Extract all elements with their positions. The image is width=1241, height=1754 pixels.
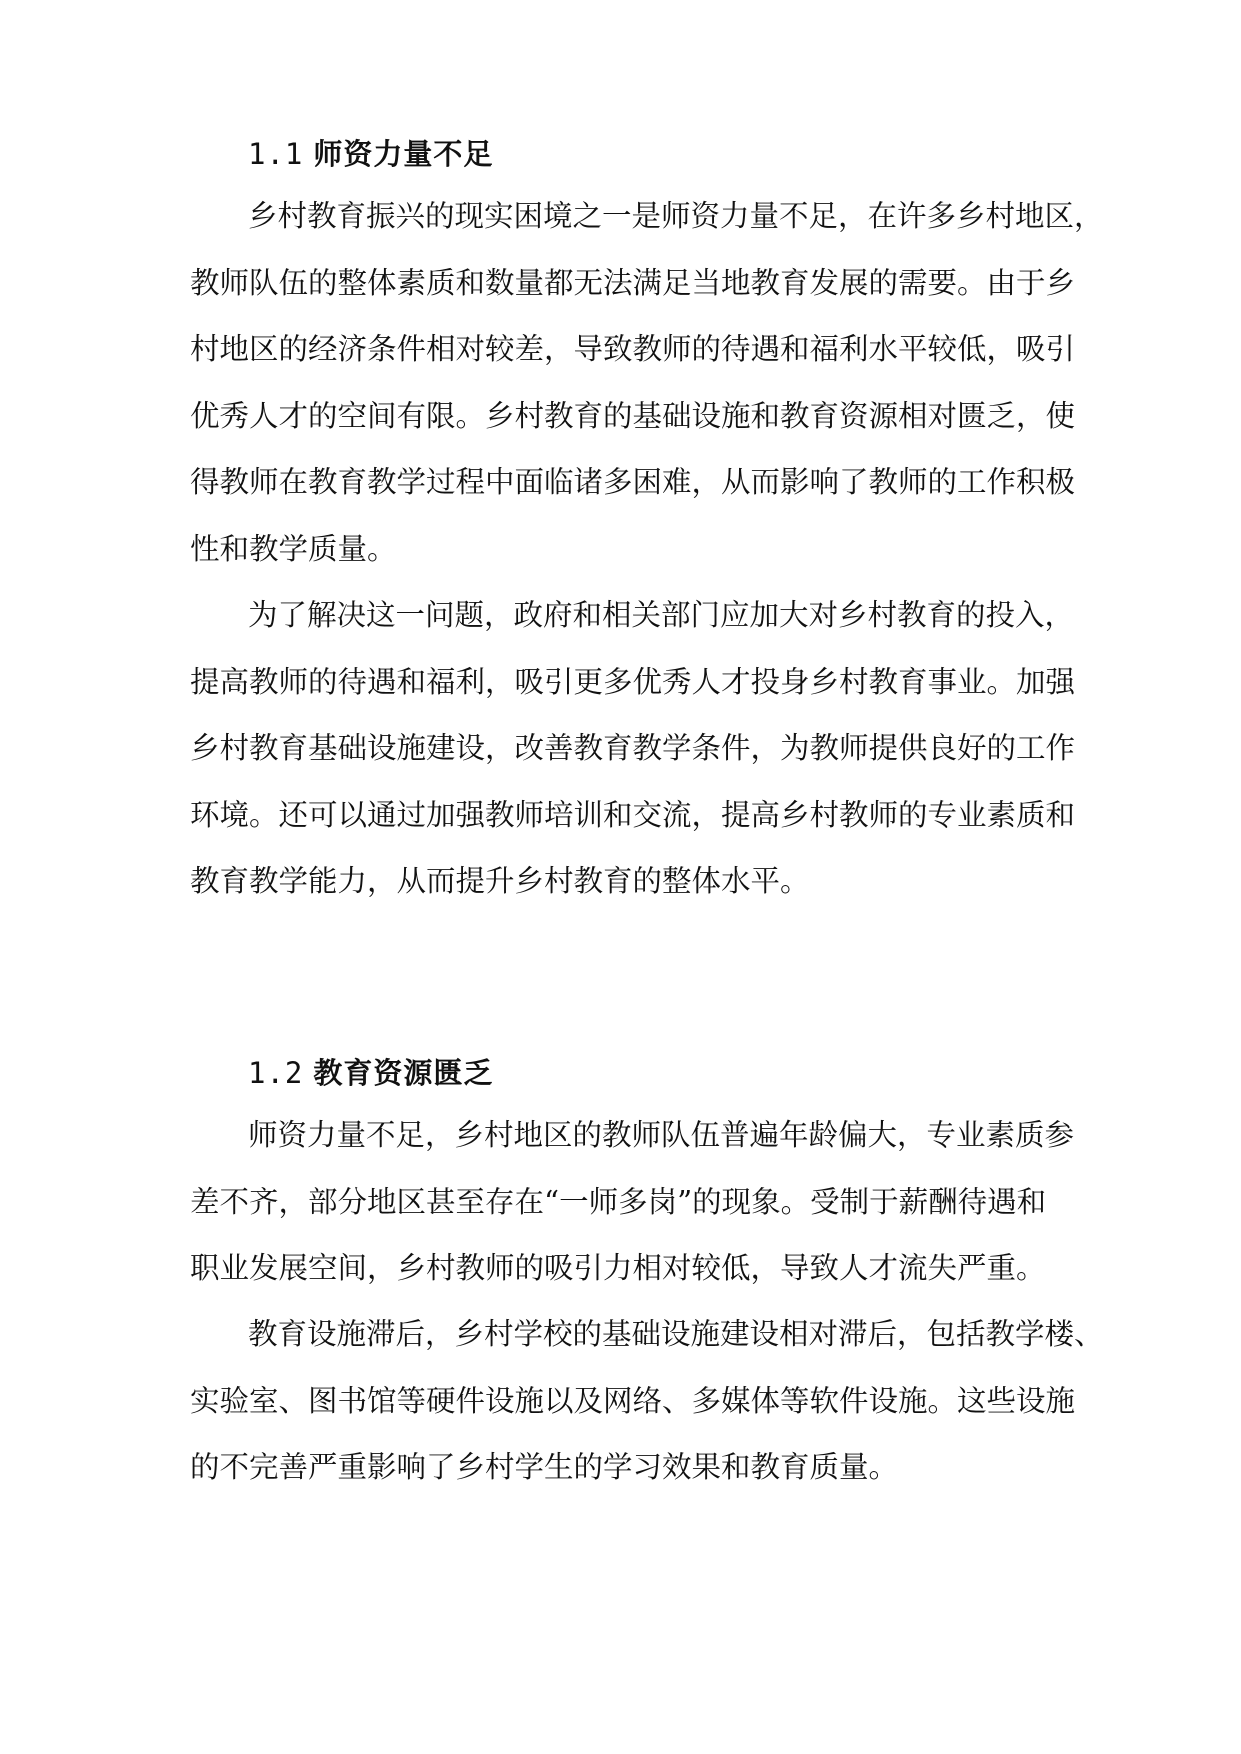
paragraph-1-1-a (190, 183, 1104, 582)
text-line: 性和教学质量。 (190, 531, 397, 566)
section-heading-1-1 (248, 134, 493, 174)
text-line: 教育教学能力，从而提升乡村教育的整体水平。 (190, 864, 810, 898)
text-line: 职业发展空间，乡村教师的吸引力相对较低，导致人才流失严重。 (190, 1251, 1046, 1285)
section-title: 教育资源匮乏 (313, 1056, 494, 1090)
text-line: 为了解决这一问题，政府和相关部门应加大对乡村教育的投入， (248, 598, 1075, 632)
text-line: 教育设施滞后，乡村学校的基础设施建设相对滞后，包括教学楼、 (248, 1317, 1104, 1351)
section-title: 师资力量不足 (313, 137, 494, 171)
text-line: 得教师在教育教学过程中面临诸多困难，从而影响了教师的工作积极 (190, 465, 1076, 499)
paragraph-1-1-b (190, 582, 1075, 915)
section-number: 1.2 (248, 1056, 304, 1090)
paragraph-1-2-b (190, 1301, 1104, 1501)
text-line: 环境。还可以通过加强教师培训和交流，提高乡村教师的专业素质和 (190, 797, 1076, 832)
text-line: 实验室、图书馆等硬件设施以及网络、多媒体等软件设施。这些设施 (190, 1383, 1076, 1418)
section-heading-1-2 (248, 1053, 493, 1093)
text-line: 优秀人才的空间有限。乡村教育的基础设施和教育资源相对匮乏，使 (190, 398, 1076, 433)
text-line: 师资力量不足，乡村地区的教师队伍普遍年龄偏大，专业素质参 (248, 1118, 1075, 1152)
text-line: 差不齐，部分地区甚至存在“一师多岗”的现象。受制于薪酬待遇和 (190, 1184, 1047, 1219)
text-line: 乡村教育基础设施建设，改善教育教学条件，为教师提供良好的工作 (190, 731, 1076, 765)
text-line: 的不完善严重影响了乡村学生的学习效果和教育质量。 (190, 1450, 899, 1484)
paragraph-1-2-a (190, 1102, 1074, 1302)
section-number: 1.1 (248, 137, 304, 171)
text-line: 乡村教育振兴的现实困境之一是师资力量不足，在许多乡村地区， (248, 199, 1104, 233)
text-line: 村地区的经济条件相对较差，导致教师的待遇和福利水平较低，吸引 (190, 332, 1076, 366)
text-line: 提高教师的待遇和福利，吸引更多优秀人才投身乡村教育事业。加强 (190, 664, 1076, 699)
text-line: 教师队伍的整体素质和数量都无法满足当地教育发展的需要。由于乡 (190, 265, 1076, 300)
